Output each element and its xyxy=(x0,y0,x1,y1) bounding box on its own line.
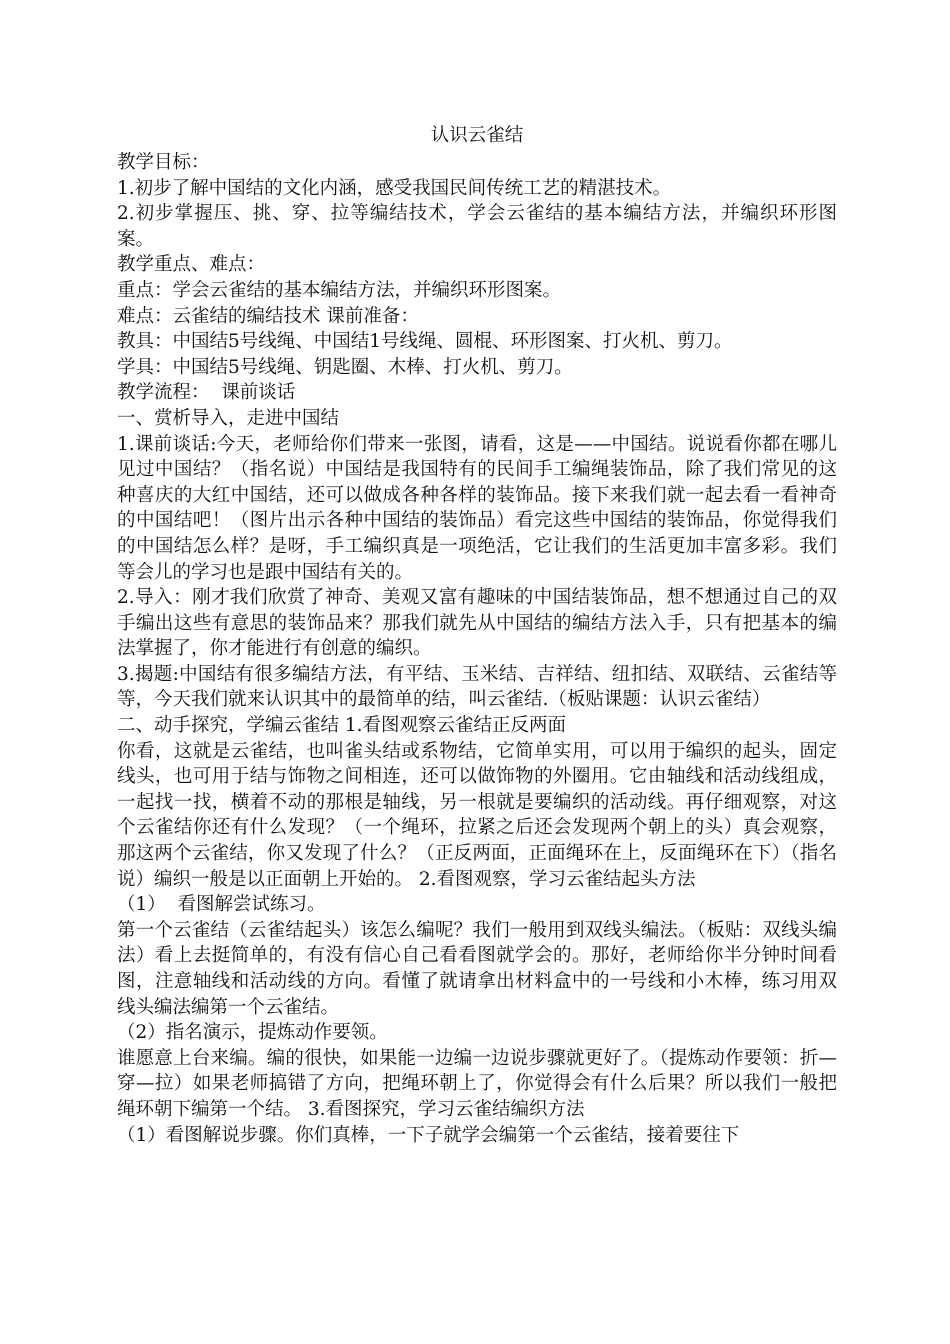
section-1-paragraph-2: 2.导入：刚才我们欣赏了神奇、美观又富有趣味的中国结装饰品，想不想通过自己的双手编出这些有意思的装饰品来？那我们就先从中国结的编结方法入手，只有把基本的编法掌握了，你才能进行有创意的编织。 xyxy=(117,587,837,660)
key-point: 重点：学会云雀结的基本编结方法，并编织环形图案。 xyxy=(117,279,562,301)
objective-1: 1.初步了解中国结的文化内涵，感受我国民间传统工艺的精湛技术。 xyxy=(117,177,672,199)
document-title: 认识云雀结 xyxy=(430,125,524,146)
section-2-paragraph-1: 你看，这就是云雀结，也叫雀头结或系物结，它简单实用，可以用于编织的起头，固定线头，也可用于结与饰物之间相连，还可以做饰物的外圈用。它由轴线和活动线组成，一起找一找，横着不动的那根是轴线，另一根就是要编织的活动线。再仔细观察，对这个云雀结你还有什么发现？（一个绳环，拉紧之后还会发现两个朝上的头）真会观察，那这两个云雀结，你又发现了什么？（正反两面，正面绳环在上，反面绳环在下）（指名说）编织一般是以正面朝上开始的。 2.看图观察，学习云雀结起头方法 xyxy=(117,740,837,890)
step-1-heading: （1） 看图解尝试练习。 xyxy=(117,894,326,916)
section-2-paragraph-2: 第一个云雀结（云雀结起头）该怎么编呢？我们一般用到双线头编法。（板贴：双线头编法）看上去挺简单的，有没有信心自己看看图就学会的。那好，老师给你半分钟时间看图，注意轴线和活动线的方向。看懂了就请拿出材料盒中的一号线和小木棒，练习用双线头编法编第一个云雀结。 xyxy=(117,919,837,1018)
section-1-paragraph-1: 1.课前谈话:今天，老师给你们带来一张图，请看，这是——中国结。说说看你都在哪儿见过中国结？（指名说）中国结是我国特有的民间手工编绳装饰品，除了我们常见的这种喜庆的大红中国结，还可以做成各种各样的装饰品。接下来我们就一起去看一看神奇的中国结吧！（图片出示各种中国结的装饰品）看完这些中国结的装饰品，你觉得我们的中国结怎么样？是呀，手工编织真是一项绝活，它让我们的生活更加丰富多彩。我们等会儿的学习也是跟中国结有关的。 xyxy=(117,433,837,583)
objective-2: 2.初步掌握压、挑、穿、拉等编结技术，学会云雀结的基本编结方法，并编织环形图案。 xyxy=(117,203,837,250)
section-2-heading: 二、动手探究，学编云雀结 1.看图观察云雀结正反两面 xyxy=(117,715,567,737)
section-1-paragraph-3: 3.揭题:中国结有很多编结方法，有平结、玉米结、吉祥结、纽扣结、双联结、云雀结等等，今天我们就来认识其中的最简单的结，叫云雀结.（板贴课题：认识云雀结） xyxy=(117,663,837,711)
section-1-heading: 一、赏析导入，走进中国结 xyxy=(117,407,340,429)
document-page xyxy=(117,122,837,1148)
heading-objectives: 教学目标： xyxy=(117,152,210,173)
heading-process: 教学流程： 课前谈话 xyxy=(117,382,296,404)
step-2-heading: （2）指名演示，提炼动作要领。 xyxy=(117,1022,388,1044)
section-2-paragraph-4: （1）看图解说步骤。你们真棒，一下子就学会编第一个云雀结，接着要往下 xyxy=(117,1124,740,1146)
difficult-point: 难点：云雀结的编结技术 课前准备： xyxy=(117,305,419,327)
heading-key-points: 教学重点、难点： xyxy=(117,254,266,276)
teaching-tools: 教具：中国结5号线绳、中国结1号线绳、圆棍、环形图案、打火机、剪刀。 xyxy=(117,331,733,353)
section-2-paragraph-3: 谁愿意上台来编。编的很快，如果能一边编一边说步骤就更好了。（提炼动作要领：折—穿—拉）如果老师搞错了方向，把绳环朝上了，你觉得会有什么后果？所以我们一般把绳环朝下编第一个结。 3.看图探究，学习云雀结编织方法 xyxy=(117,1047,837,1120)
student-tools: 学具：中国结5号线绳、钥匙圈、木棒、打火机、剪刀。 xyxy=(117,356,573,378)
